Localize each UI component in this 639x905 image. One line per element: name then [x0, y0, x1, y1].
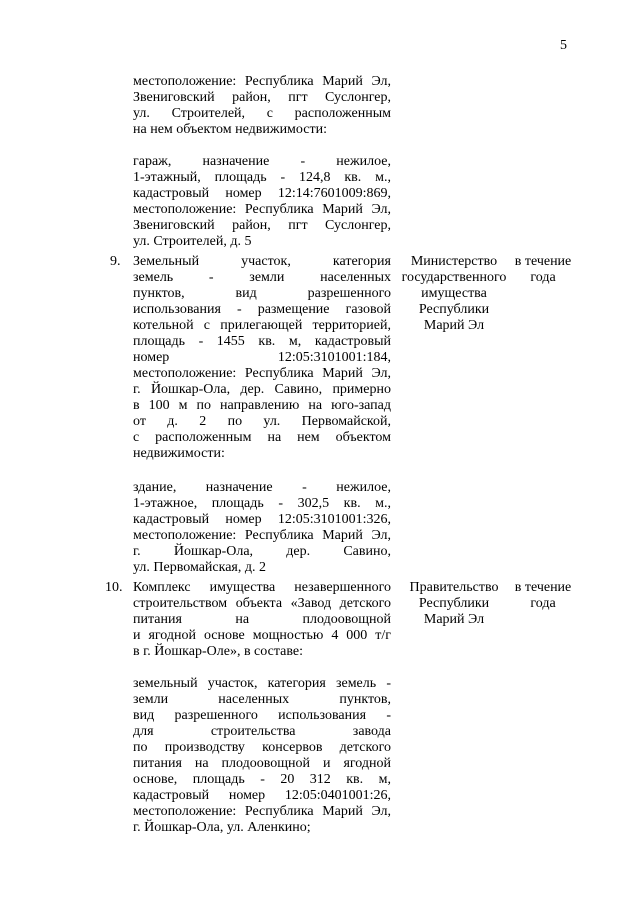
text-line: местоположение: Республика Марий Эл,	[133, 804, 391, 819]
item-10-responsible	[398, 580, 510, 628]
text-line: г. Йошкар-Ола, дер. Савино,	[133, 544, 391, 559]
item-9-term	[512, 254, 574, 286]
text-line: питания на плодоовощной	[133, 612, 391, 627]
text-line: Правительство	[409, 580, 499, 595]
text-line: в 100 м по направлению на юго-запад	[133, 398, 391, 413]
continued-paragraph-1	[133, 74, 391, 138]
text-line: основе, площадь - 20 312 кв. м,	[133, 772, 391, 787]
text-line: от д. 2 по ул. Первомайской,	[133, 414, 391, 429]
text-line: местоположение: Республика Марий Эл,	[133, 366, 391, 381]
text-line: использования - размещение газовой	[133, 302, 391, 317]
item-10-description	[133, 580, 391, 660]
text-line: Марий Эл	[423, 612, 485, 627]
text-line: на нем объектом недвижимости:	[133, 122, 327, 137]
text-line: местоположение: Республика Марий Эл,	[133, 74, 391, 89]
continued-paragraph-2	[133, 154, 391, 250]
text-line: имущества	[421, 286, 487, 301]
text-line: года	[530, 270, 556, 285]
text-line: недвижимости:	[133, 446, 225, 461]
text-line: 1-этажное, площадь - 302,5 кв. м.,	[133, 496, 391, 511]
item-9-number: 9.	[110, 254, 121, 269]
text-line: с расположенным на нем объектом	[133, 430, 391, 445]
text-line: Министерство	[410, 254, 498, 269]
text-line: 1-этажный, площадь - 124,8 кв. м.,	[133, 170, 391, 185]
text-line: Земельный участок, категория	[133, 254, 391, 269]
text-line: земель - земли населенных	[133, 270, 391, 285]
item-9-responsible	[398, 254, 510, 334]
text-line: котельной с прилегающей территорией,	[133, 318, 391, 333]
item-10-land-plot	[133, 676, 391, 836]
text-line: г. Йошкар-Ола, ул. Аленкино;	[133, 820, 311, 835]
text-line: вид разрешенного использования -	[133, 708, 391, 723]
text-line: государственного	[401, 270, 507, 285]
text-line: Марий Эл	[423, 318, 485, 333]
text-line: питания на плодоовощной и ягодной	[133, 756, 391, 771]
item-10-number: 10.	[105, 580, 123, 595]
text-line: земли населенных пунктов,	[133, 692, 391, 707]
item-9-description	[133, 254, 391, 462]
text-line: в течение	[514, 254, 572, 269]
text-line: земельный участок, категория земель -	[133, 676, 391, 691]
text-line: ул. Строителей, с расположенным	[133, 106, 391, 121]
text-line: местоположение: Республика Марий Эл,	[133, 528, 391, 543]
text-line: в г. Йошкар-Оле», в составе:	[133, 644, 303, 659]
text-line: кадастровый номер 12:05:0401001:26,	[133, 788, 391, 803]
text-line: ул. Первомайская, д. 2	[133, 560, 266, 575]
text-line: Республики	[418, 596, 490, 611]
text-line: ул. Строителей, д. 5	[133, 234, 252, 249]
text-line: кадастровый номер 12:14:7601009:869,	[133, 186, 391, 201]
text-line: гараж, назначение - нежилое,	[133, 154, 391, 169]
text-line: строительством объекта «Завод детского	[133, 596, 391, 611]
text-line: здание, назначение - нежилое,	[133, 480, 391, 495]
page-number: 5	[560, 38, 567, 53]
item-10-term	[512, 580, 574, 612]
text-line: кадастровый номер 12:05:3101001:326,	[133, 512, 391, 527]
text-line: г. Йошкар-Ола, дер. Савино, примерно	[133, 382, 391, 397]
text-line: Комплекс имущества незавершенного	[133, 580, 391, 595]
text-line: площадь - 1455 кв. м, кадастровый	[133, 334, 391, 349]
text-line: номер 12:05:3101001:184,	[133, 350, 391, 365]
item-9-building	[133, 480, 391, 576]
text-line: в течение	[514, 580, 572, 595]
text-line: года	[530, 596, 556, 611]
text-line: Звениговский район, пгт Суслонгер,	[133, 218, 391, 233]
text-line: местоположение: Республика Марий Эл,	[133, 202, 391, 217]
text-line: Республики	[418, 302, 490, 317]
text-line: Звениговский район, пгт Суслонгер,	[133, 90, 391, 105]
text-line: пунктов, вид разрешенного	[133, 286, 391, 301]
text-line: по производству консервов детского	[133, 740, 391, 755]
text-line: и ягодной основе мощностью 4 000 т/г	[133, 628, 391, 643]
text-line: для строительства завода	[133, 724, 391, 739]
